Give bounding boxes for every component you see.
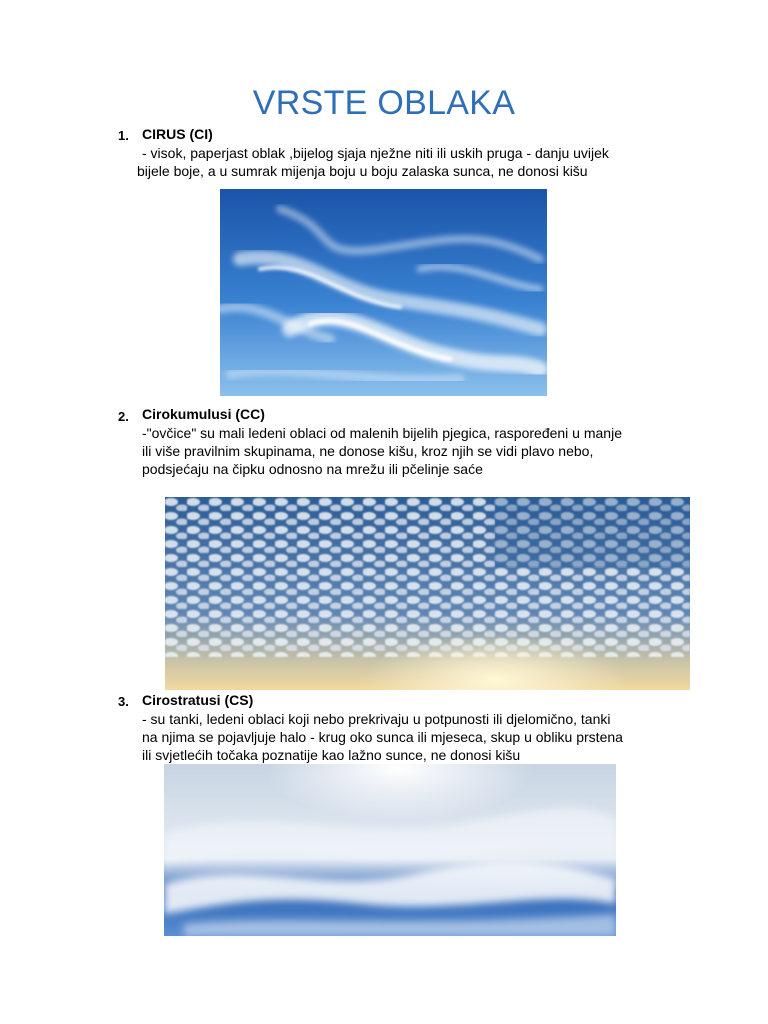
- section-heading: Cirokumulusi (CC): [142, 406, 265, 422]
- cirrocumulus-clouds-photo: [165, 497, 690, 690]
- page-title: VRSTE OBLAKA: [252, 84, 516, 122]
- section-text-line: ili više pravilnim skupinama, ne donose kišu, kroz njih se vidi plavo nebo,: [142, 443, 594, 459]
- section-number: 2.: [118, 409, 129, 424]
- section-number: 3.: [118, 694, 129, 709]
- section-heading: Cirostratusi (CS): [142, 692, 254, 708]
- section-text-line: podsjećaju na čipku odnosno na mrežu ili pčelinje saće: [142, 461, 483, 477]
- section-heading: CIRUS (CI): [142, 126, 213, 142]
- section-text-line: na njima se pojavljuje halo - krug oko sunca ili mjeseca, skup u obliku prstena: [142, 729, 623, 745]
- section-text-line: bijele boje, a u sumrak mijenja boju u boju zalaska sunca, ne donosi kišu: [137, 163, 588, 179]
- section-number: 1.: [118, 128, 129, 143]
- cirrostratus-clouds-photo: [164, 764, 616, 936]
- cirrus-clouds-photo: [220, 189, 547, 396]
- section-text-line: -"ovčice" su mali ledeni oblaci od malenih bijelih pjegica, raspoređeni u manje: [142, 425, 622, 441]
- section-text-line: - visok, paperjast oblak ,bijelog sjaja nježne niti ili uskih pruga - danju uvijek: [142, 145, 609, 161]
- section-text-line: ili svjetlećih točaka poznatije kao lažno sunce, ne donosi kišu: [142, 747, 521, 763]
- section-text-line: - su tanki, ledeni oblaci koji nebo prekrivaju u potpunosti ili djelomično, tanki: [142, 711, 611, 727]
